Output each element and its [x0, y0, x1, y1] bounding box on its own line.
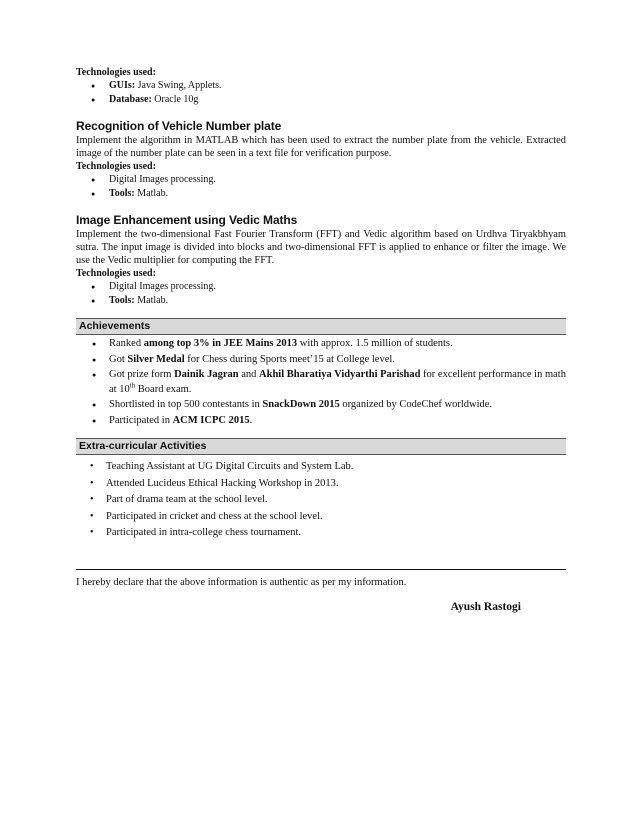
item-emphasis: ACM ICPC 2015 — [172, 414, 250, 426]
project1-tech-list — [76, 173, 566, 201]
technologies-used-label: Technologies used: — [76, 67, 156, 78]
list-item: • Attended Lucideus Ethical Hacking Workshop in 2013. — [76, 476, 566, 493]
tech-key: Tools: — [109, 188, 135, 199]
tech-key: Tools: — [109, 295, 135, 306]
item-emphasis: Akhil Bharatiya Vidyarthi Parishad — [259, 369, 421, 380]
list-item: • Teaching Assistant at UG Digital Circuits and System Lab. — [76, 459, 566, 476]
list-item — [76, 280, 566, 294]
project-description: Implement the algorithm in MATLAB which has been used to extract the number plate from the vehicle. Extracted image of the number plate can be seen in a text file for verification purpose. — [76, 135, 566, 159]
list-item — [76, 368, 566, 397]
item-emphasis: SnackDown 2015 — [262, 399, 340, 410]
tech-value: Oracle 10g — [151, 94, 199, 105]
item-text: and — [238, 369, 260, 380]
extracurricular-list — [76, 459, 566, 542]
tech-key: Database: — [109, 94, 152, 105]
list-item — [76, 353, 566, 368]
technologies-used-label: Technologies used: — [76, 161, 156, 172]
tech-value: Digital Images processing. — [109, 281, 216, 292]
list-item — [76, 187, 566, 201]
item-text: Got prize form — [109, 369, 175, 380]
item-emphasis: among top 3% in JEE Mains 2013 — [143, 338, 298, 349]
item-text: Board exam. — [135, 383, 192, 395]
tech-value: Java Swing, Applets. — [135, 80, 222, 91]
list-item — [76, 93, 566, 107]
list-item — [76, 294, 566, 308]
tech-value: Digital Images processing. — [109, 174, 216, 185]
list-item — [76, 173, 566, 187]
item-emphasis: Dainik Jagran — [174, 369, 239, 380]
declaration-text: I hereby declare that the above information is authentic as per my information. — [76, 576, 407, 588]
achievements-heading: Achievements — [76, 318, 566, 335]
resume-page — [76, 66, 566, 615]
item-text: Ranked — [109, 338, 144, 349]
item-emphasis: Silver Medal — [127, 353, 185, 365]
signature-name: Ayush Rastogi — [450, 600, 521, 613]
tech-key: GUIs: — [109, 80, 136, 91]
item-text: for excellent performance in math at 10 — [109, 369, 566, 395]
list-item: • Participated in cricket and chess at the school level. — [76, 509, 566, 526]
item-text: organized by CodeChef worldwide. — [339, 399, 493, 410]
project-title-number-plate: Recognition of Vehicle Number plate — [76, 119, 282, 133]
tech-value: Matlab. — [134, 295, 169, 306]
list-item: • Participated in intra-college chess tournament. — [76, 525, 566, 542]
project-description: Implement the two-dimensional Fast Fourier Transform (FFT) and Vedic algorithm based on Urdhva Tiryakbhyam sutra. The input image is divided into blocks and two-dimensional FFT is applied to enhance or filter the image. We use the Vedic multiplier for computing the FFT. — [76, 229, 566, 266]
project-title-vedic-maths: Image Enhancement using Vedic Maths — [76, 213, 298, 227]
item-text: with approx. 1.5 million of students. — [297, 338, 453, 349]
achievements-list — [76, 337, 566, 428]
list-item — [76, 337, 566, 352]
tech-value: Matlab. — [134, 188, 169, 199]
item-text: Participated in — [109, 414, 173, 426]
list-item — [76, 79, 566, 93]
top-tech-list — [76, 79, 566, 107]
extracurricular-heading: Extra-curricular Activities — [76, 438, 566, 455]
technologies-used-label: Technologies used: — [76, 268, 156, 279]
item-text: for Chess during Sports meet’15 at College level. — [184, 353, 395, 365]
item-text: Got — [109, 353, 128, 365]
item-text: . — [249, 414, 253, 426]
list-item — [76, 398, 566, 413]
divider — [76, 569, 566, 570]
item-text: Shortlisted in top 500 contestants in — [109, 399, 263, 410]
ordinal-suffix: th — [129, 381, 136, 389]
project2-tech-list — [76, 280, 566, 308]
list-item — [76, 414, 566, 429]
list-item: • Part of drama team at the school level. — [76, 492, 566, 509]
